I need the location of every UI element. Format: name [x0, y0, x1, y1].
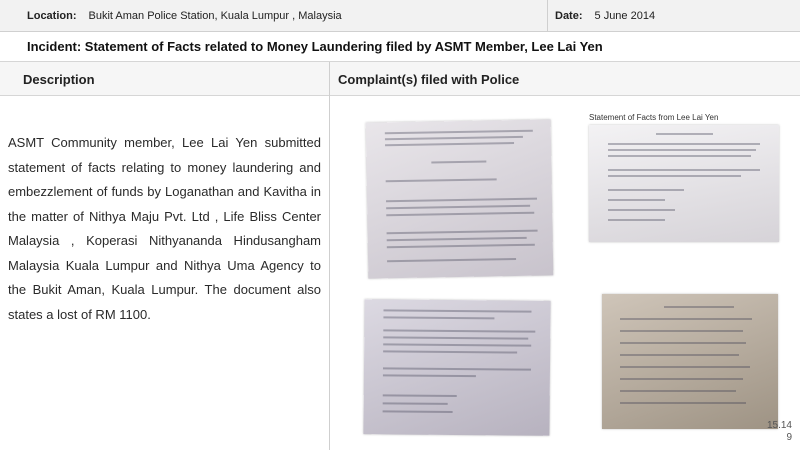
complaint-photo-3 [363, 299, 550, 436]
date-cell [548, 0, 800, 32]
page-number [767, 420, 792, 444]
complaint-photo-4 [602, 294, 778, 429]
page-number-line-1: 15.14 [766, 420, 792, 431]
column-headers [0, 62, 800, 96]
complaint-photo-2 [589, 125, 779, 242]
header-bar [0, 0, 800, 32]
photo-2-caption: Statement of Facts from Lee Lai Yen [589, 113, 719, 122]
description-heading: Description [0, 62, 330, 96]
location-cell [0, 0, 548, 32]
date-label: Date: [555, 10, 583, 22]
page-number-line-2: 9 [786, 432, 792, 443]
date-value: 5 June 2014 [594, 10, 656, 22]
description-text: ASMT Community member, Lee Lai Yen submitted statement of facts relating to money laundering and embezzlement of funds by Loganathan and Kavitha in the matter of Nithya Maju Pvt. Ltd , Life Bliss Center Malaysia , Koperasi Nithyananda Hindusangham Malaysia Kuala Lumpur and Nithya Uma Agency to the Bukit Aman, Kuala Lumpur. The document also states a lost of RM 1100. [8, 135, 321, 322]
complaint-photo-1 [366, 119, 554, 278]
location-label: Location: [27, 10, 77, 22]
complaints-heading: Complaint(s) filed with Police [338, 71, 520, 87]
location-value: Bukit Aman Police Station, Kuala Lumpur , Malaysia [88, 10, 342, 22]
incident-title: Incident: Statement of Facts related to Money Laundering filed by ASMT Member, Lee Lai Yen [0, 32, 800, 62]
